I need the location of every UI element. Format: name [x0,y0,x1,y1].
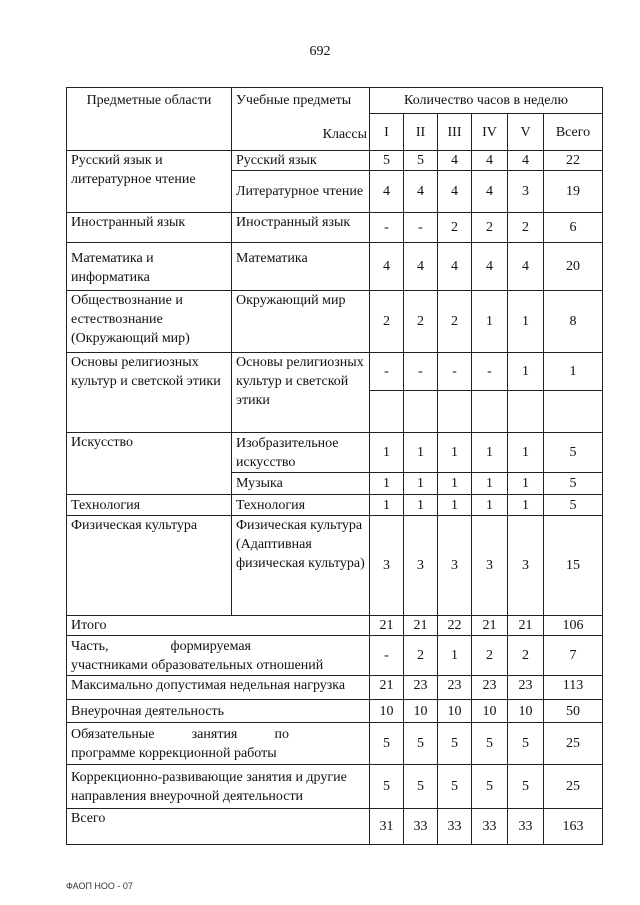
table-row [67,765,603,809]
hours-cell: - [404,213,438,243]
hours-cell: 4 [370,171,404,213]
hours-cell: 1 [508,353,544,391]
subject-area: Технология [67,495,232,516]
empty-cell [370,391,404,433]
table-row [67,213,603,243]
hours-cell: 1 [472,291,508,353]
hours-cell: - [472,353,508,391]
hours-cell: 4 [472,171,508,213]
hours-cell: 2 [472,213,508,243]
hours-cell: 5 [404,765,438,809]
hours-cell: 1 [508,495,544,516]
header-grade: V [508,114,544,151]
total-cell: 25 [544,723,603,765]
hours-cell: 5 [370,765,404,809]
total-cell: 5 [544,473,603,495]
footer-code: ФАОП НОО - 07 [66,881,133,891]
hours-cell: - [370,213,404,243]
table-row [67,495,603,516]
hours-cell: - [404,353,438,391]
total-cell: 19 [544,171,603,213]
hours-cell: 2 [438,291,472,353]
hours-cell: 5 [438,723,472,765]
summary-label: Максимально допустимая недельная нагрузка [67,676,370,700]
hours-cell: 2 [472,636,508,676]
subject-area: Искусство [67,433,232,495]
total-cell: 20 [544,243,603,291]
table-row [67,636,603,676]
hours-cell: 22 [438,616,472,636]
total-cell: 5 [544,495,603,516]
hours-cell: 2 [404,291,438,353]
hours-cell: 1 [438,473,472,495]
subject: Физическая культура (Адаптивная физическая культура) [232,516,370,616]
hours-cell: 21 [472,616,508,636]
table-row [67,676,603,700]
curriculum-table [66,87,603,845]
hours-cell: 1 [472,433,508,473]
total-cell: 50 [544,700,603,723]
hours-cell: 1 [370,473,404,495]
hours-cell: 1 [438,433,472,473]
hours-cell: 1 [508,433,544,473]
subject-area: Иностранный язык [67,213,232,243]
empty-cell [438,391,472,433]
hours-cell: 10 [438,700,472,723]
empty-cell [472,391,508,433]
table-row [67,809,603,845]
hours-cell: 5 [472,765,508,809]
hours-cell: 1 [404,433,438,473]
subject: Окружающий мир [232,291,370,353]
hours-cell: 1 [438,495,472,516]
hours-cell: 2 [438,213,472,243]
hours-cell: 1 [370,433,404,473]
summary-label-line: программе коррекционной работы [71,745,277,761]
total-cell: 22 [544,151,603,171]
hours-cell: 23 [404,676,438,700]
subject-area: Основы религиозных культур и светской этики [67,353,232,433]
hours-cell: 5 [370,151,404,171]
table-row [67,700,603,723]
hours-cell: 2 [508,213,544,243]
total-cell: 7 [544,636,603,676]
subject: Основы религиозных культур и светской этики [232,353,370,433]
hours-cell: 1 [438,636,472,676]
hours-cell: 5 [404,723,438,765]
total-cell: 113 [544,676,603,700]
hours-cell: 3 [370,516,404,616]
header-grade: III [438,114,472,151]
hours-cell: 3 [472,516,508,616]
total-cell: 6 [544,213,603,243]
hours-cell: 10 [508,700,544,723]
hours-cell: 23 [508,676,544,700]
hours-cell: 4 [508,243,544,291]
hours-cell: 1 [508,473,544,495]
table-row [67,151,603,171]
hours-cell: 4 [438,171,472,213]
hours-cell: - [438,353,472,391]
subject: Технология [232,495,370,516]
subject-area: Обществознание и естествознание (Окружающий мир) [67,291,232,353]
hours-cell: - [370,636,404,676]
summary-label: Итого [67,616,370,636]
hours-cell: 5 [472,723,508,765]
hours-cell: 2 [370,291,404,353]
subject: Литературное чтение [232,171,370,213]
hours-cell: 2 [404,636,438,676]
hours-cell: 33 [508,809,544,845]
hours-cell: 33 [438,809,472,845]
hours-cell: 5 [508,723,544,765]
hours-cell: 1 [508,291,544,353]
hours-cell: 33 [404,809,438,845]
total-cell: 15 [544,516,603,616]
hours-cell: 4 [472,243,508,291]
summary-label [67,636,370,676]
subject: Изобразительное искусство [232,433,370,473]
hours-cell: 4 [508,151,544,171]
hours-cell: 4 [472,151,508,171]
total-cell: 163 [544,809,603,845]
hours-cell: 10 [370,700,404,723]
subject-area: Физическая культура [67,516,232,616]
table-row [67,616,603,636]
empty-cell [404,391,438,433]
empty-cell [508,391,544,433]
hours-cell: 21 [370,676,404,700]
header-grade: IV [472,114,508,151]
total-cell: 5 [544,433,603,473]
hours-cell: 23 [472,676,508,700]
subject: Музыка [232,473,370,495]
hours-cell: 33 [472,809,508,845]
header-subjects-cell [232,88,370,151]
hours-cell: 3 [438,516,472,616]
subject: Математика [232,243,370,291]
hours-cell: 5 [508,765,544,809]
total-cell: 8 [544,291,603,353]
hours-cell: 1 [472,473,508,495]
summary-label: Всего [67,809,370,845]
hours-cell: 5 [438,765,472,809]
table-row [67,723,603,765]
subject: Иностранный язык [232,213,370,243]
summary-label: Коррекционно-развивающие занятия и другие направления внеурочной деятельности [67,765,370,809]
header-hours: Количество часов в неделю [370,88,603,114]
subject-area: Математика и информатика [67,243,232,291]
header-subjects: Учебные предметы [236,93,352,108]
hours-cell: 21 [508,616,544,636]
hours-cell: 1 [404,473,438,495]
hours-cell: 4 [438,151,472,171]
table-row [67,243,603,291]
hours-cell: 10 [472,700,508,723]
header-total: Всего [544,114,603,151]
total-cell: 106 [544,616,603,636]
hours-cell: 23 [438,676,472,700]
summary-label: Внеурочная деятельность [67,700,370,723]
hours-cell: 4 [370,243,404,291]
table-row [67,291,603,353]
header-grade: I [370,114,404,151]
hours-cell: 10 [404,700,438,723]
header-classes: Классы [322,127,367,142]
summary-label [67,723,370,765]
summary-label-line: Часть, формируемая [71,638,251,654]
total-cell: 1 [544,353,603,391]
hours-cell: 4 [404,243,438,291]
hours-cell: 4 [438,243,472,291]
table-row [67,516,603,616]
table-row [67,353,603,391]
header-subject-areas: Предметные области [67,88,232,151]
hours-cell: 21 [404,616,438,636]
hours-cell: 1 [472,495,508,516]
hours-cell: 2 [508,636,544,676]
hours-cell: 5 [404,151,438,171]
table-row [67,433,603,473]
hours-cell: - [370,353,404,391]
hours-cell: 3 [404,516,438,616]
summary-label-line: Обязательные занятия по [71,726,289,742]
hours-cell: 1 [404,495,438,516]
summary-label-line: участниками образовательных отношений [71,657,324,673]
subject-area: Русский язык и литературное чтение [67,151,232,213]
hours-cell: 5 [370,723,404,765]
subject: Русский язык [232,151,370,171]
total-cell: 25 [544,765,603,809]
empty-cell [544,391,603,433]
page-number: 692 [309,44,331,59]
hours-cell: 21 [370,616,404,636]
hours-cell: 1 [370,495,404,516]
hours-cell: 31 [370,809,404,845]
hours-cell: 3 [508,171,544,213]
hours-cell: 3 [508,516,544,616]
header-grade: II [404,114,438,151]
hours-cell: 4 [404,171,438,213]
